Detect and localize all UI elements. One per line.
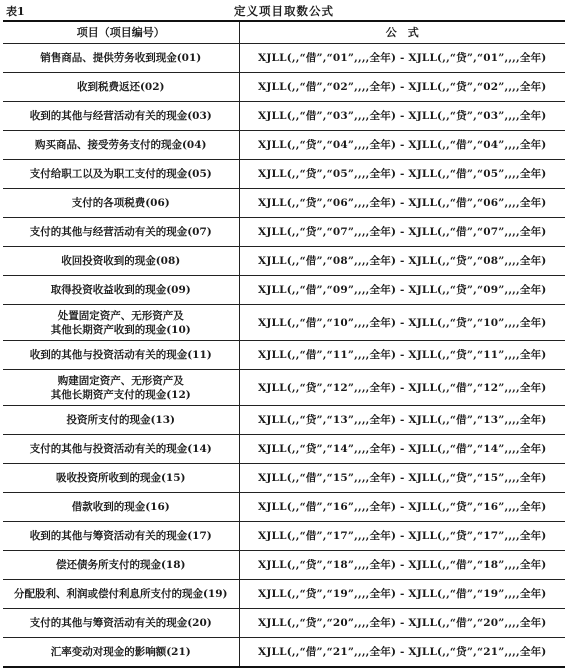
formula-cell: XJLL(,,“借”,“01”,,,,全年) - XJLL(,,“贷”,“01”,,,,全年) xyxy=(239,44,565,73)
item-label: 取得投资收益收到的现金(09) xyxy=(50,284,191,296)
item-label: 收到的其他与筹资活动有关的现金(17) xyxy=(29,530,212,542)
item-cell xyxy=(3,189,239,218)
formula-cell: XJLL(,,“贷”,“18”,,,,全年) - XJLL(,,“借”,“18”,,,,全年) xyxy=(239,551,565,580)
item-cell xyxy=(3,580,239,609)
item-label: 汇率变动对现金的影响额(21) xyxy=(50,646,191,658)
formula-cell: XJLL(,,“借”,“21”,,,,全年) - XJLL(,,“贷”,“21”,,,,全年) xyxy=(239,638,565,668)
item-label: 收到税费返还(02) xyxy=(76,81,165,93)
item-cell xyxy=(3,44,239,73)
item-label: 支付的其他与经营活动有关的现金(07) xyxy=(29,226,212,238)
table-header-row xyxy=(3,21,565,44)
formula-cell: XJLL(,,“借”,“17”,,,,全年) - XJLL(,,“贷”,“17”,,,,全年) xyxy=(239,522,565,551)
item-cell xyxy=(3,102,239,131)
table-row xyxy=(3,160,565,189)
formula-table xyxy=(3,20,565,668)
item-label: 支付的各项税费(06) xyxy=(71,197,170,209)
item-label: 处置固定资产、无形资产及 xyxy=(57,309,184,322)
item-label: 购买商品、接受劳务支付的现金(04) xyxy=(34,139,207,151)
item-label: 支付的其他与筹资活动有关的现金(20) xyxy=(29,617,212,629)
item-label: 收到的其他与投资活动有关的现金(11) xyxy=(29,349,212,361)
table-row xyxy=(3,580,565,609)
item-label: 偿还债务所支付的现金(18) xyxy=(55,559,186,571)
item-cell xyxy=(3,370,239,406)
item-cell xyxy=(3,218,239,247)
item-cell xyxy=(3,493,239,522)
table-row xyxy=(3,406,565,435)
item-label: 其他长期资产支付的现金(12) xyxy=(50,388,191,401)
item-cell xyxy=(3,131,239,160)
item-cell xyxy=(3,276,239,305)
item-cell xyxy=(3,609,239,638)
table-row xyxy=(3,609,565,638)
item-cell xyxy=(3,435,239,464)
formula-cell: XJLL(,,“贷”,“07”,,,,全年) - XJLL(,,“借”,“07”,,,,全年) xyxy=(239,218,565,247)
item-cell xyxy=(3,406,239,435)
table-number: 表1 xyxy=(6,5,25,18)
table-body xyxy=(3,44,565,668)
formula-cell: XJLL(,,“贷”,“06”,,,,全年) - XJLL(,,“借”,“06”,,,,全年) xyxy=(239,189,565,218)
item-label: 支付给职工以及为职工支付的现金(05) xyxy=(29,168,212,180)
item-label: 收回投资收到的现金(08) xyxy=(61,255,181,267)
item-cell xyxy=(3,464,239,493)
table-row xyxy=(3,44,565,73)
table-row xyxy=(3,73,565,102)
item-cell xyxy=(3,638,239,668)
table-row xyxy=(3,247,565,276)
table-row xyxy=(3,638,565,668)
header-item: 项目（项目编号） xyxy=(3,21,239,44)
table-row xyxy=(3,276,565,305)
item-cell xyxy=(3,341,239,370)
item-label: 购建固定资产、无形资产及 xyxy=(57,374,184,387)
item-cell xyxy=(3,73,239,102)
table-row xyxy=(3,370,565,406)
formula-cell: XJLL(,,“借”,“08”,,,,全年) - XJLL(,,“贷”,“08”,,,,全年) xyxy=(239,247,565,276)
table-row xyxy=(3,218,565,247)
formula-cell: XJLL(,,“贷”,“20”,,,,全年) - XJLL(,,“借”,“20”,,,,全年) xyxy=(239,609,565,638)
table-title: 定义项目取数公式 xyxy=(234,4,334,18)
item-label: 投资所支付的现金(13) xyxy=(66,414,176,426)
formula-cell: XJLL(,,“贷”,“05”,,,,全年) - XJLL(,,“借”,“05”,,,,全年) xyxy=(239,160,565,189)
formula-cell: XJLL(,,“借”,“09”,,,,全年) - XJLL(,,“贷”,“09”,,,,全年) xyxy=(239,276,565,305)
table-row xyxy=(3,435,565,464)
formula-cell: XJLL(,,“借”,“16”,,,,全年) - XJLL(,,“贷”,“16”,,,,全年) xyxy=(239,493,565,522)
table-row xyxy=(3,341,565,370)
item-cell xyxy=(3,247,239,276)
formula-cell: XJLL(,,“借”,“03”,,,,全年) - XJLL(,,“贷”,“03”,,,,全年) xyxy=(239,102,565,131)
table-row xyxy=(3,305,565,341)
formula-cell: XJLL(,,“借”,“15”,,,,全年) - XJLL(,,“贷”,“15”,,,,全年) xyxy=(239,464,565,493)
formula-cell: XJLL(,,“借”,“02”,,,,全年) - XJLL(,,“贷”,“02”,,,,全年) xyxy=(239,73,565,102)
item-label: 其他长期资产收到的现金(10) xyxy=(50,323,191,336)
formula-cell: XJLL(,,“借”,“10”,,,,全年) - XJLL(,,“贷”,“10”,,,,全年) xyxy=(239,305,565,341)
header-formula: 公 式 xyxy=(239,21,565,44)
table-row xyxy=(3,522,565,551)
table-row xyxy=(3,189,565,218)
table-row xyxy=(3,551,565,580)
formula-cell: XJLL(,,“贷”,“12”,,,,全年) - XJLL(,,“借”,“12”,,,,全年) xyxy=(239,370,565,406)
formula-cell: XJLL(,,“借”,“11”,,,,全年) - XJLL(,,“贷”,“11”,,,,全年) xyxy=(239,341,565,370)
formula-cell: XJLL(,,“贷”,“14”,,,,全年) - XJLL(,,“借”,“14”,,,,全年) xyxy=(239,435,565,464)
formula-cell: XJLL(,,“贷”,“13”,,,,全年) - XJLL(,,“借”,“13”,,,,全年) xyxy=(239,406,565,435)
item-label: 收到的其他与经营活动有关的现金(03) xyxy=(29,110,212,122)
table-row xyxy=(3,131,565,160)
table-caption xyxy=(0,2,568,18)
formula-cell: XJLL(,,“贷”,“19”,,,,全年) - XJLL(,,“借”,“19”,,,,全年) xyxy=(239,580,565,609)
item-label: 支付的其他与投资活动有关的现金(14) xyxy=(29,443,212,455)
item-label: 吸收投资所收到的现金(15) xyxy=(55,472,186,484)
item-label: 分配股利、利润或偿付利息所支付的现金(19) xyxy=(13,588,228,600)
table-row xyxy=(3,102,565,131)
formula-cell: XJLL(,,“贷”,“04”,,,,全年) - XJLL(,,“借”,“04”,,,,全年) xyxy=(239,131,565,160)
item-label: 销售商品、提供劳务收到现金(01) xyxy=(40,52,202,64)
table-row xyxy=(3,464,565,493)
item-cell xyxy=(3,305,239,341)
item-cell xyxy=(3,522,239,551)
item-cell xyxy=(3,160,239,189)
item-cell xyxy=(3,551,239,580)
table-row xyxy=(3,493,565,522)
item-label: 借款收到的现金(16) xyxy=(71,501,170,513)
